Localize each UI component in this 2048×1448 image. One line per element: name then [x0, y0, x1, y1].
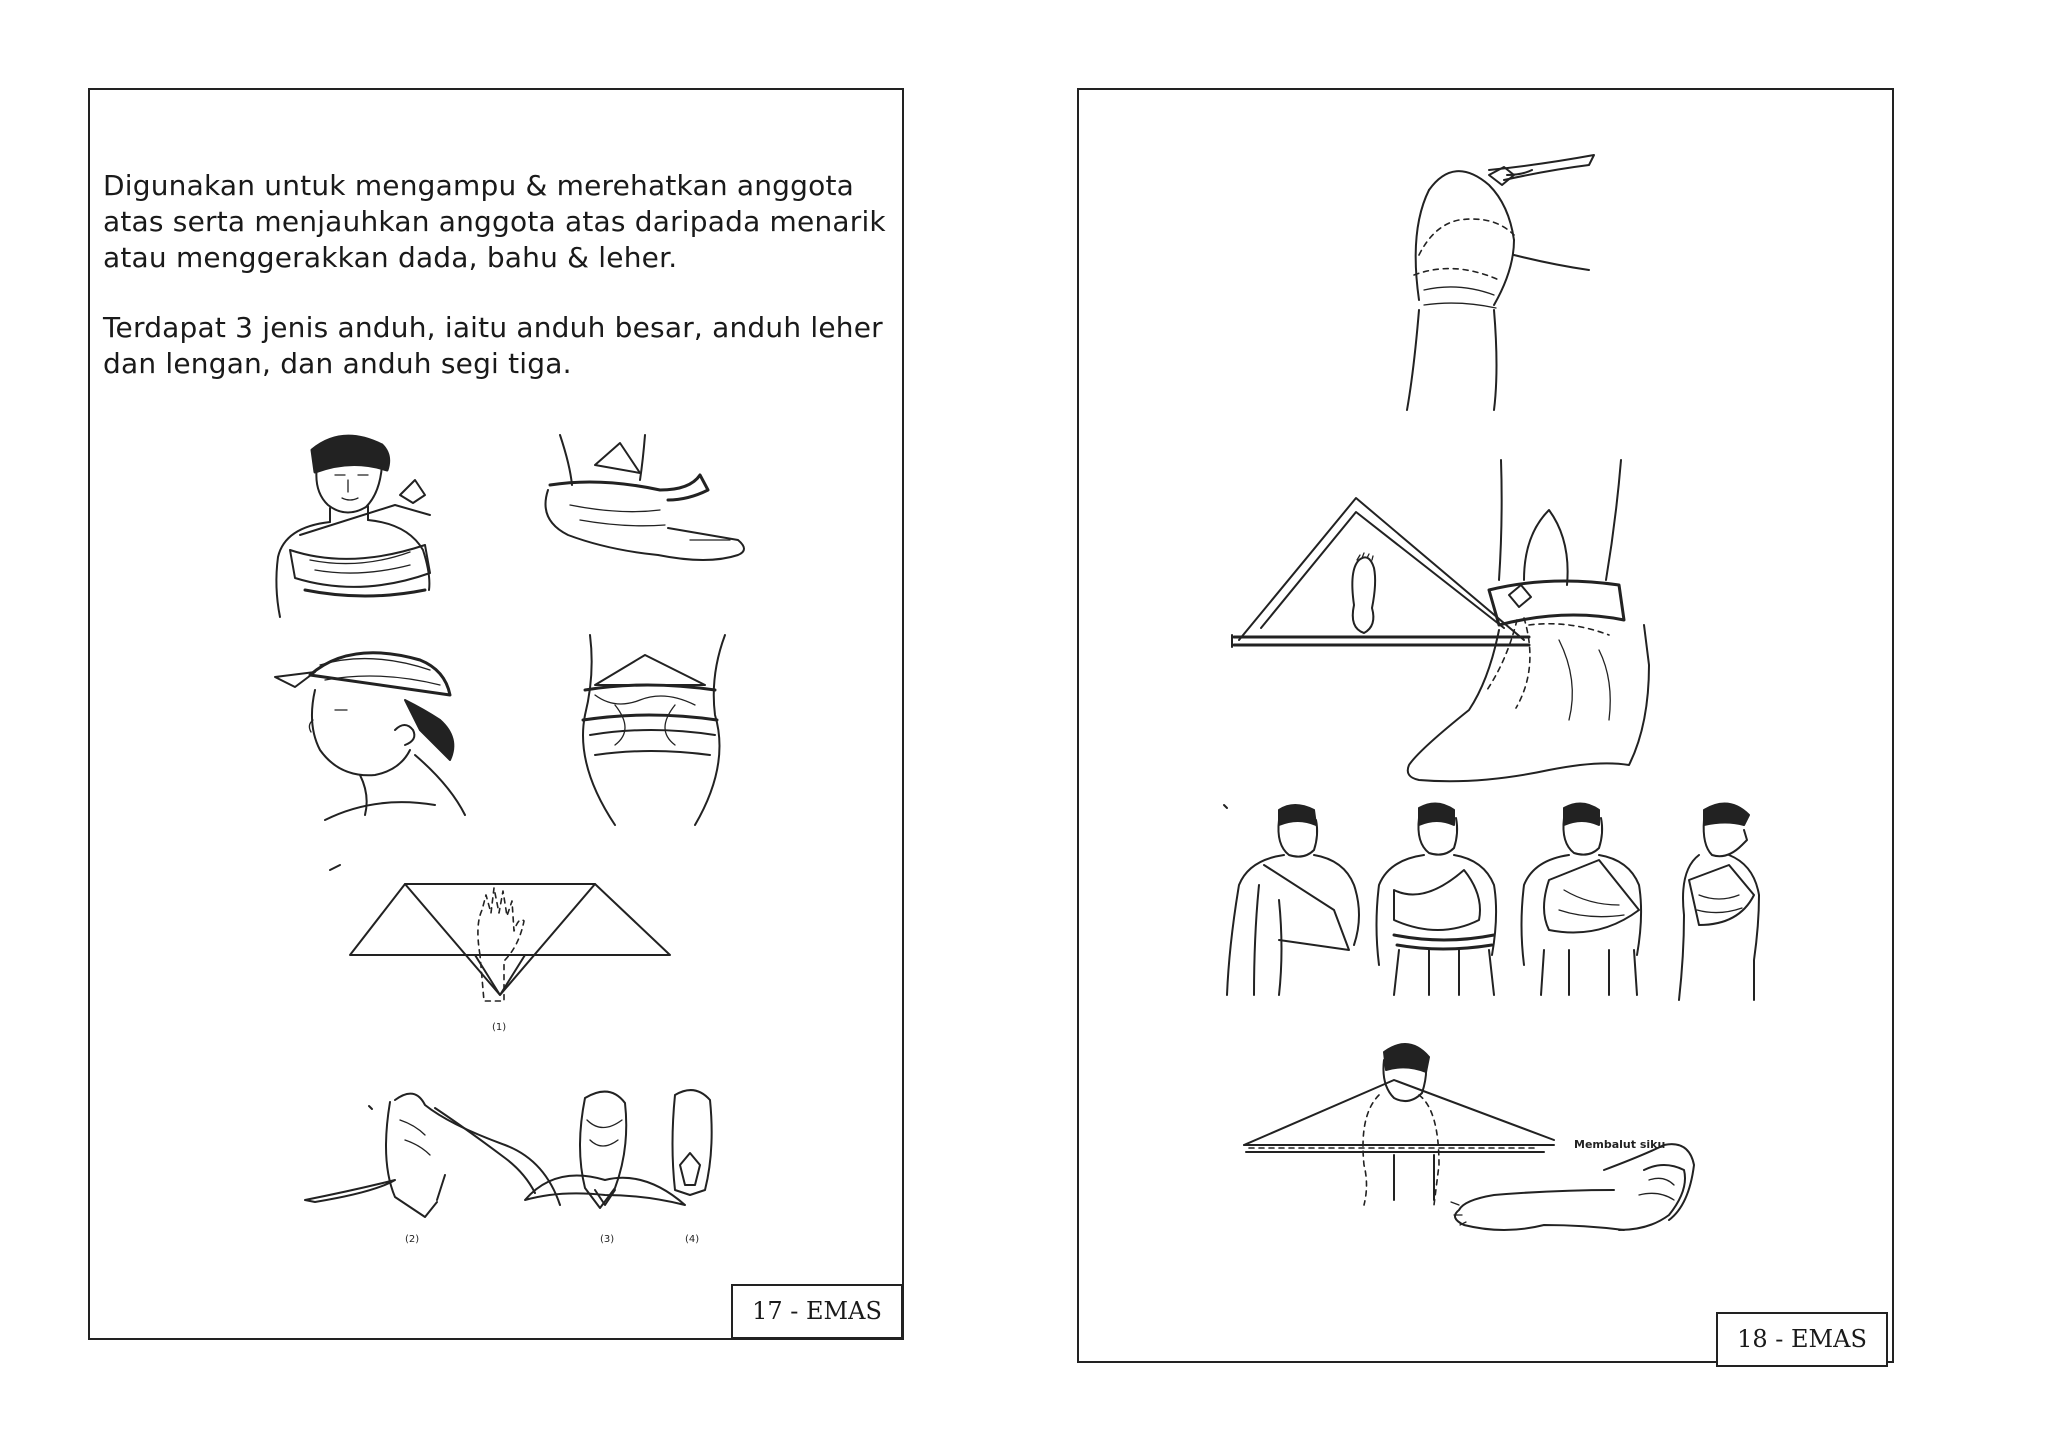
knee-bandage-illustration — [575, 635, 745, 835]
page-number-left: 17 - EMAS — [731, 1284, 903, 1339]
figure-label-2: (2) — [405, 1234, 420, 1245]
sling-figure-1 — [1227, 805, 1359, 995]
arm-sling-illustration — [260, 420, 470, 620]
figure-label-1: (1) — [492, 1022, 507, 1033]
four-sling-steps-illustration — [1219, 800, 1809, 1000]
folding-steps-illustration — [295, 1080, 735, 1250]
page-number-right: 18 - EMAS — [1716, 1312, 1888, 1367]
left-page — [88, 88, 904, 1340]
membalut-siku-annotation: Membalut siku — [1574, 1138, 1666, 1151]
elbow-bandage-illustration — [1379, 160, 1609, 410]
figure-label-4: (4) — [685, 1234, 700, 1245]
sling-figure-4 — [1679, 804, 1759, 1000]
figure-label-3: (3) — [600, 1234, 615, 1245]
ankle-bandage-illustration — [1479, 460, 1749, 790]
sling-figure-2 — [1377, 803, 1497, 995]
head-bandage-illustration — [265, 635, 495, 835]
right-page — [1077, 88, 1894, 1363]
sling-types-paragraph: Terdapat 3 jenis anduh, iaitu anduh besar, anduh leher dan lengan, dan anduh segi tiga. — [103, 311, 883, 380]
foot-bandage-illustration — [540, 435, 760, 585]
elbow-bandage-steps-illustration — [1244, 1040, 1844, 1300]
sling-figure-3 — [1522, 803, 1642, 995]
triangle-hand-illustration — [330, 870, 670, 1040]
intro-paragraph: Digunakan untuk mengampu & merehatkan anggota atas serta menjauhkan anggota atas daripada menarik atau menggerakkan dada, bahu & leher. — [103, 169, 886, 274]
